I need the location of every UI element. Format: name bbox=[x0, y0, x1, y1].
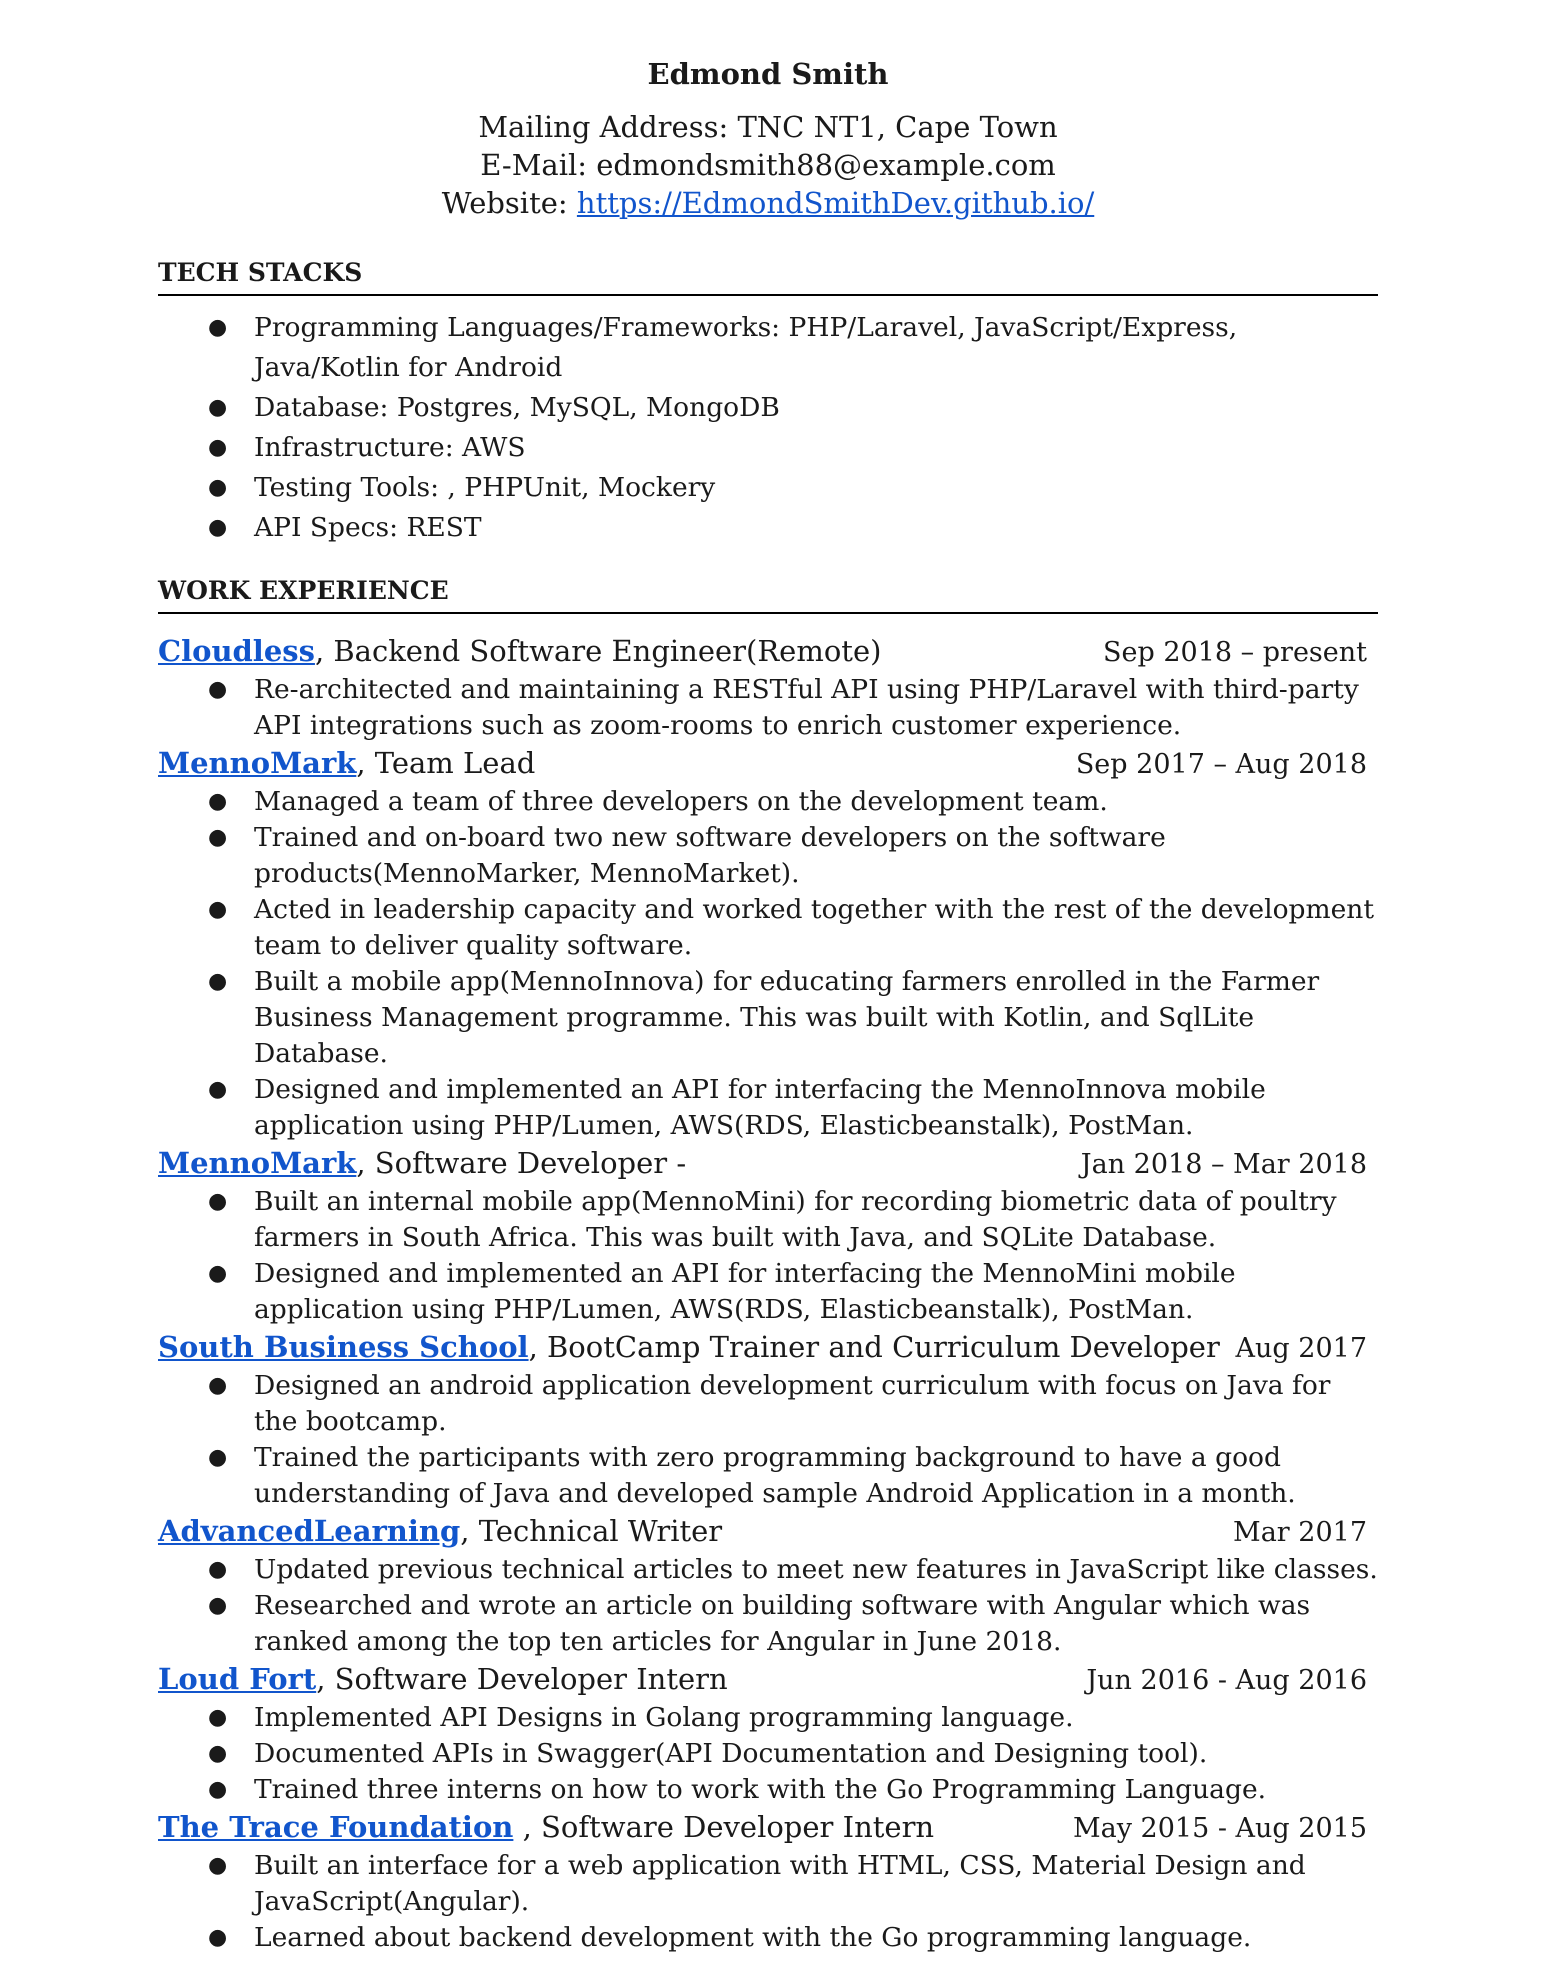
company-link[interactable]: Loud Fort bbox=[158, 1662, 317, 1696]
bullet-icon: ● bbox=[208, 1557, 228, 1582]
job-bullet: Designed an android application development curriculum with focus on Java for the bootcamp. bbox=[254, 1370, 1331, 1437]
list-item bbox=[158, 1920, 1378, 1956]
list-item bbox=[158, 964, 1378, 1072]
tech-item: Database: Postgres, MySQL, MongoDB bbox=[254, 392, 780, 423]
job-bullet: Designed and implemented an API for interfacing the MennoInnova mobile application using PHP/Lumen, AWS(RDS, Elasticbeanstalk), PostMan. bbox=[254, 1074, 1266, 1141]
job-date: Jan 2018 – Mar 2018 bbox=[1080, 1149, 1367, 1180]
bullet-icon: ● bbox=[208, 315, 228, 340]
website-link[interactable]: https://EdmondSmithDev.github.io/ bbox=[576, 186, 1095, 220]
job-role: , Backend Software Engineer(Remote) bbox=[314, 634, 882, 668]
job-bullets bbox=[158, 1848, 1378, 1956]
job-date: May 2015 - Aug 2015 bbox=[1072, 1813, 1367, 1844]
list-item bbox=[158, 672, 1378, 744]
tech-item: Testing Tools: , PHPUnit, Mockery bbox=[254, 472, 716, 503]
job-entry bbox=[158, 1808, 1378, 1956]
job-bullet: Re-architected and maintaining a RESTful API using PHP/Laravel with third-party API integrations such as zoom-rooms to enrich customer experience. bbox=[254, 674, 1359, 741]
job-bullet: Acted in leadership capacity and worked together with the rest of the development team to deliver quality software. bbox=[254, 894, 1375, 961]
company-link[interactable]: AdvancedLearning bbox=[158, 1514, 461, 1548]
bullet-icon: ● bbox=[208, 515, 228, 540]
job-title-line bbox=[158, 1512, 722, 1550]
job-bullet: Documented APIs in Swagger(API Documentation and Designing tool). bbox=[254, 1738, 1208, 1769]
job-role: , Team Lead bbox=[356, 746, 536, 780]
list-item bbox=[158, 1552, 1378, 1588]
bullet-icon: ● bbox=[208, 1853, 228, 1878]
company-link[interactable]: The Trace Foundation bbox=[158, 1810, 514, 1844]
job-date: Sep 2017 – Aug 2018 bbox=[1075, 749, 1367, 780]
company-link[interactable]: Cloudless bbox=[158, 634, 315, 668]
job-bullet: Designed and implemented an API for interfacing the MennoMini mobile application using PHP/Lumen, AWS(RDS, Elasticbeanstalk), PostMan. bbox=[254, 1258, 1236, 1325]
bullet-icon: ● bbox=[208, 1261, 228, 1286]
list-item bbox=[158, 388, 1238, 428]
job-title-line bbox=[158, 1328, 1220, 1366]
list-item bbox=[158, 1184, 1378, 1256]
website-label: Website: bbox=[441, 186, 577, 220]
job-bullet: Trained and on-board two new software developers on the software products(MennoMarker, MennoMarket). bbox=[254, 822, 1166, 889]
tech-item: Infrastructure: AWS bbox=[254, 432, 526, 463]
bullet-icon: ● bbox=[208, 1445, 228, 1470]
job-bullet: Built a mobile app(MennoInnova) for educating farmers enrolled in the Farmer Business Management programme. This was built with Kotlin, and SqlLite Database. bbox=[254, 966, 1320, 1069]
candidate-name: Edmond Smith bbox=[647, 57, 889, 91]
list-item bbox=[158, 1772, 1378, 1808]
tech-item: Programming Languages/Frameworks: PHP/Laravel, JavaScript/Express, Java/Kotlin for Android bbox=[254, 312, 1238, 383]
resume-page bbox=[158, 52, 1378, 1956]
job-header bbox=[158, 1660, 1373, 1700]
job-bullet: Learned about backend development with the Go programming language. bbox=[254, 1922, 1252, 1953]
job-entry bbox=[158, 1512, 1378, 1660]
resume-header bbox=[158, 52, 1378, 222]
job-bullet: Trained three interns on how to work with the Go Programming Language. bbox=[254, 1774, 1267, 1805]
tech-item: API Specs: REST bbox=[254, 512, 482, 543]
work-experience-section bbox=[158, 574, 1378, 1956]
job-title-line bbox=[158, 744, 535, 782]
tech-stacks-list bbox=[158, 308, 1238, 548]
list-item bbox=[158, 1368, 1378, 1440]
job-entry bbox=[158, 1144, 1378, 1328]
list-item bbox=[158, 308, 1238, 388]
email-address: E-Mail: edmondsmith88@example.com bbox=[480, 148, 1056, 182]
job-header bbox=[158, 632, 1373, 672]
list-item bbox=[158, 1700, 1378, 1736]
job-bullet: Updated previous technical articles to meet new features in JavaScript like classes. bbox=[254, 1554, 1378, 1585]
job-bullets bbox=[158, 1700, 1378, 1808]
job-role: , Software Developer Intern bbox=[513, 1810, 935, 1844]
job-title-line bbox=[158, 1144, 686, 1182]
job-bullet: Built an internal mobile app(MennoMini) for recording biometric data of poultry farmers in South Africa. This was built with Java, and SQLite Database. bbox=[254, 1186, 1337, 1253]
job-entry bbox=[158, 744, 1378, 1144]
job-role: , Software Developer Intern bbox=[316, 1662, 728, 1696]
job-bullet: Trained the participants with zero programming background to have a good understanding of Java and developed sample Android Application in a month. bbox=[254, 1442, 1296, 1509]
job-date: Mar 2017 bbox=[1233, 1517, 1367, 1548]
tech-stacks-section bbox=[158, 256, 1378, 548]
list-item bbox=[158, 1848, 1378, 1920]
bullet-icon: ● bbox=[208, 1705, 228, 1730]
bullet-icon: ● bbox=[208, 677, 228, 702]
job-entry bbox=[158, 632, 1378, 744]
bullet-icon: ● bbox=[208, 1925, 228, 1950]
job-bullet: Managed a team of three developers on the development team. bbox=[254, 786, 1108, 817]
company-link[interactable]: MennoMark bbox=[158, 746, 357, 780]
job-header bbox=[158, 1512, 1373, 1552]
bullet-icon: ● bbox=[208, 1189, 228, 1214]
bullet-icon: ● bbox=[208, 969, 228, 994]
job-role: , Software Developer - bbox=[356, 1146, 687, 1180]
job-role: , BootCamp Trainer and Curriculum Developer bbox=[528, 1330, 1220, 1364]
job-date: Aug 2017 bbox=[1235, 1333, 1367, 1364]
job-bullets bbox=[158, 672, 1378, 744]
job-role: , Technical Writer bbox=[460, 1514, 723, 1548]
job-bullet: Implemented API Designs in Golang programming language. bbox=[254, 1702, 1074, 1733]
list-item bbox=[158, 1588, 1378, 1660]
website-line bbox=[158, 184, 1378, 222]
company-link[interactable]: South Business School bbox=[158, 1330, 529, 1364]
list-item bbox=[158, 820, 1378, 892]
list-item bbox=[158, 1736, 1378, 1772]
job-bullets bbox=[158, 1368, 1378, 1512]
list-item bbox=[158, 892, 1378, 964]
job-bullets bbox=[158, 1184, 1378, 1328]
job-header bbox=[158, 744, 1373, 784]
job-header bbox=[158, 1144, 1373, 1184]
list-item bbox=[158, 468, 1238, 508]
list-item bbox=[158, 1072, 1378, 1144]
bullet-icon: ● bbox=[208, 1777, 228, 1802]
job-title-line bbox=[158, 1808, 934, 1846]
work-experience-title: WORK EXPERIENCE bbox=[158, 574, 1378, 614]
bullet-icon: ● bbox=[208, 1741, 228, 1766]
bullet-icon: ● bbox=[208, 789, 228, 814]
job-date: Jun 2016 - Aug 2016 bbox=[1086, 1665, 1367, 1696]
job-bullets bbox=[158, 784, 1378, 1144]
list-item bbox=[158, 428, 1238, 468]
job-date: Sep 2018 – present bbox=[1103, 637, 1367, 668]
tech-stacks-title: TECH STACKS bbox=[158, 256, 1378, 296]
bullet-icon: ● bbox=[208, 475, 228, 500]
company-link[interactable]: MennoMark bbox=[158, 1146, 357, 1180]
bullet-icon: ● bbox=[208, 1077, 228, 1102]
mailing-address: Mailing Address: TNC NT1, Cape Town bbox=[478, 110, 1058, 144]
job-header bbox=[158, 1328, 1373, 1368]
job-title-line bbox=[158, 632, 881, 670]
list-item bbox=[158, 1256, 1378, 1328]
job-bullet: Researched and wrote an article on building software with Angular which was ranked among the top ten articles for Angular in June 2018. bbox=[254, 1590, 1311, 1657]
bullet-icon: ● bbox=[208, 435, 228, 460]
job-entry bbox=[158, 1660, 1378, 1808]
bullet-icon: ● bbox=[208, 825, 228, 850]
job-bullets bbox=[158, 1552, 1378, 1660]
bullet-icon: ● bbox=[208, 897, 228, 922]
job-bullet: Built an interface for a web application with HTML, CSS, Material Design and JavaScript(Angular). bbox=[254, 1850, 1306, 1917]
bullet-icon: ● bbox=[208, 1593, 228, 1618]
bullet-icon: ● bbox=[208, 395, 228, 420]
job-title-line bbox=[158, 1660, 728, 1698]
list-item bbox=[158, 1440, 1378, 1512]
bullet-icon: ● bbox=[208, 1373, 228, 1398]
job-header bbox=[158, 1808, 1373, 1848]
list-item bbox=[158, 508, 1238, 548]
list-item bbox=[158, 784, 1378, 820]
job-entry bbox=[158, 1328, 1378, 1512]
